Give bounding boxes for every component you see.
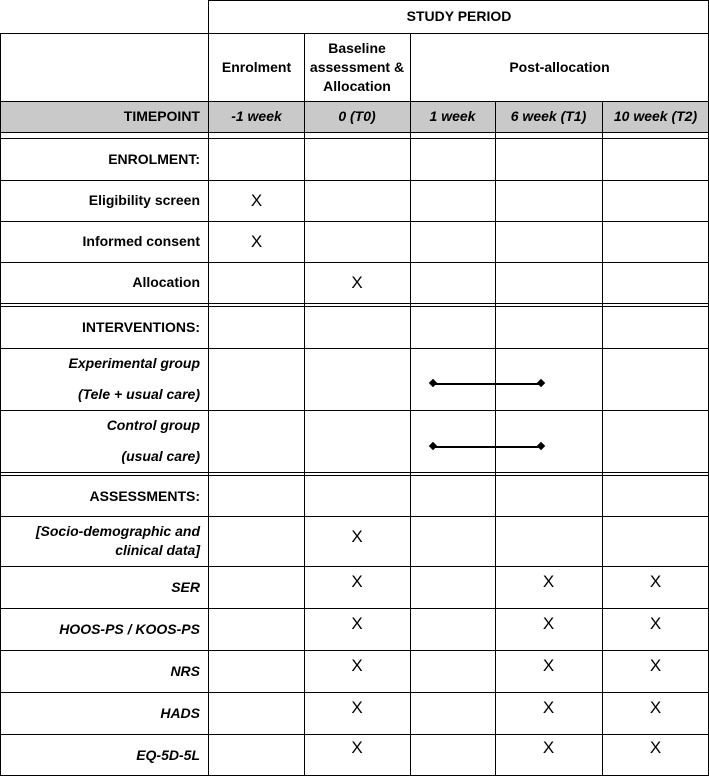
grid-line [0, 33, 709, 34]
ser-t2-mark: X [649, 571, 662, 591]
eq5d-t1-mark: X [542, 737, 555, 757]
eq5d-t0-mark: X [351, 737, 363, 757]
hads-t2-mark: X [649, 697, 662, 717]
row-experimental-label-1: Experimental group [68, 355, 200, 371]
consent-mark: X [250, 232, 263, 251]
timepoint-t1: 6 week (T1) [495, 101, 602, 132]
row-consent-label: Informed consent [82, 233, 200, 249]
row-allocation-label: Allocation [132, 274, 200, 290]
timepoint-1-week: 1 week [410, 101, 495, 132]
hads-t0-mark: X [351, 697, 363, 717]
ser-t0-mark: X [351, 571, 363, 591]
row-control-label-1: Control group [106, 417, 200, 433]
ser-t1-mark: X [542, 571, 555, 591]
row-ser-label: SER [171, 578, 200, 595]
nrs-t2-mark: X [649, 655, 662, 675]
section-assessments-label: ASSESSMENTS: [89, 487, 200, 504]
eq5d-t2-mark: X [649, 737, 662, 757]
enrolment-column-header: Enrolment [221, 58, 292, 75]
row-hoos-label: HOOS-PS / KOOS-PS [59, 620, 200, 637]
baseline-column-header: Baseline assessment & Allocation [309, 39, 405, 94]
row-eq5d-label: EQ-5D-5L [136, 746, 200, 763]
eligibility-mark: X [250, 191, 263, 210]
timepoint-label: TIMEPOINT [0, 101, 209, 132]
row-hads-label: HADS [160, 704, 200, 721]
row-socio-label: [Socio-demographic and clinical data] [35, 523, 200, 558]
hads-t1-mark: X [542, 697, 555, 717]
nrs-t0-mark: X [351, 655, 363, 675]
experimental-duration-arrow [433, 383, 541, 385]
row-control-label-2: (usual care) [121, 448, 200, 464]
grid-line [410, 33, 411, 776]
study-period-header: STUDY PERIOD [406, 8, 512, 24]
socio-t0-mark: X [351, 526, 363, 546]
hoos-t1-mark: X [542, 613, 555, 633]
row-nrs-label: NRS [170, 662, 200, 679]
row-experimental-label-2: (Tele + usual care) [77, 386, 200, 402]
grid-line [209, 0, 709, 1]
grid-line [208, 0, 209, 776]
hoos-t0-mark: X [351, 613, 363, 633]
control-duration-arrow [433, 446, 541, 448]
hoos-t2-mark: X [649, 613, 662, 633]
grid-line [304, 33, 305, 776]
nrs-t1-mark: X [542, 655, 555, 675]
grid-line [602, 101, 603, 776]
timepoint-minus1-week: -1 week [209, 101, 304, 132]
post-allocation-header: Post-allocation [509, 58, 610, 75]
timepoint-t2: 10 week (T2) [602, 101, 709, 132]
row-eligibility-label: Eligibility screen [88, 192, 200, 208]
allocation-mark: X [351, 273, 363, 292]
section-interventions-label: INTERVENTIONS: [82, 318, 200, 335]
grid-line [0, 33, 1, 776]
timepoint-t0: 0 (T0) [304, 101, 410, 132]
section-enrolment-label: ENROLMENT: [108, 151, 200, 167]
grid-line [495, 101, 496, 776]
